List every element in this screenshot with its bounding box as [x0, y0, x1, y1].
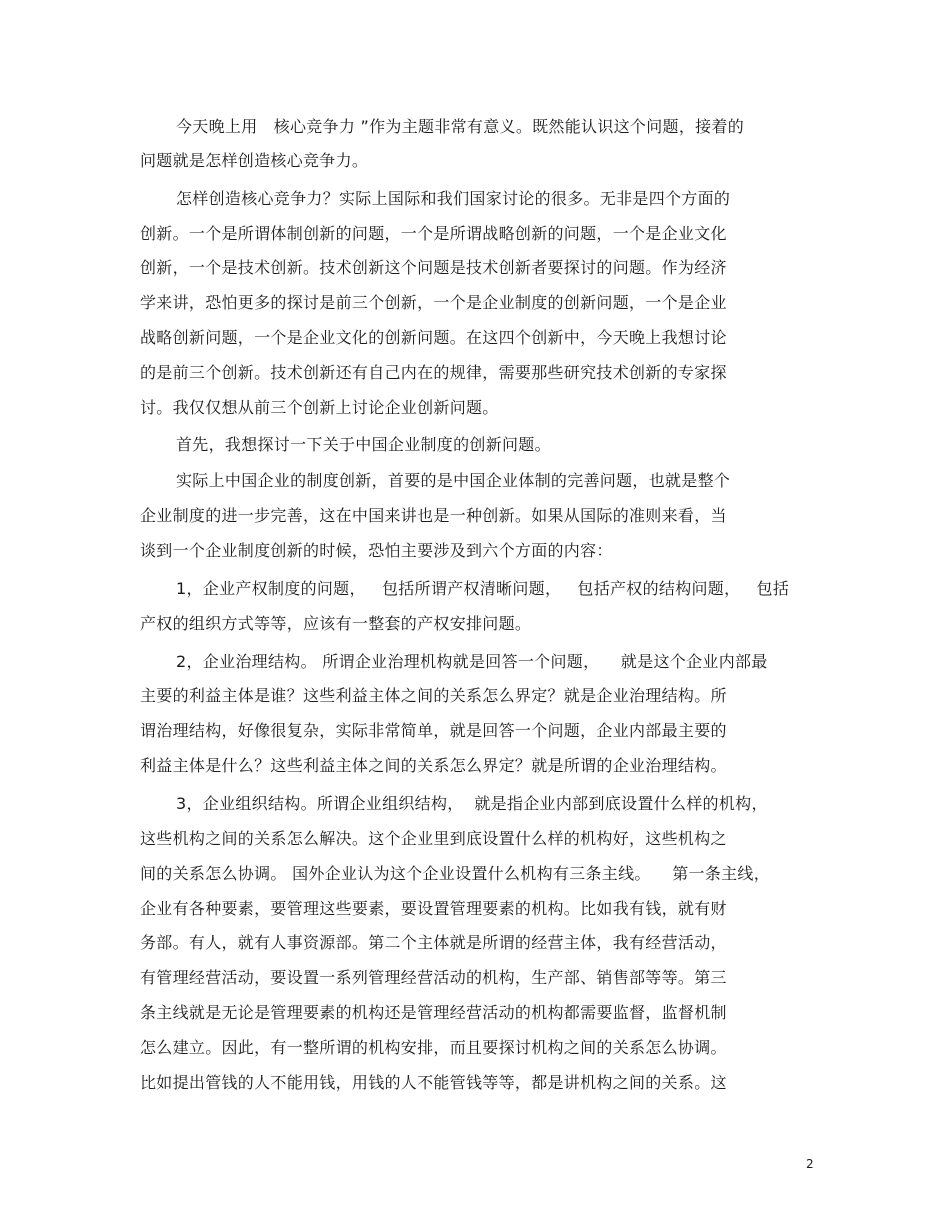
text-line: 企业有各种要素，要管理这些要素，要设置管理要素的机构。比如我有钱，就有财 — [140, 899, 727, 918]
text-line: 2，企业治理结构。 所谓企业治理机构就是回答一个问题， 就是这个企业内部最 — [176, 652, 768, 671]
text-line: 讨。我仅仅想从前三个创新上讨论企业创新问题。 — [140, 398, 499, 417]
text-line: 的是前三个创新。技术创新还有自己内在的规律，需要那些研究技术创新的专家探 — [140, 363, 727, 382]
text-line: 产权的组织方式等等，应该有一整套的产权安排问题。 — [140, 614, 532, 633]
text-line: 3，企业组织结构。所谓企业组织结构， 就是指企业内部到底设置什么样的机构， — [176, 794, 768, 813]
text-line: 谈到一个企业制度创新的时候，恐怕主要涉及到六个方面的内容： — [140, 541, 613, 560]
text-line: 主要的利益主体是谁？这些利益主体之间的关系怎么界定？就是企业治理结构。所 — [140, 686, 727, 705]
text-line: 1，企业产权制度的问题， 包括所谓产权清晰问题， 包括产权的结构问题， 包括 — [176, 579, 790, 598]
text-line: 谓治理结构，好像很复杂，实际非常简单，就是回答一个问题，企业内部最主要的 — [140, 721, 727, 740]
text-line: 创新。一个是所谓体制创新的问题，一个是所谓战略创新的问题，一个是企业文化 — [140, 224, 727, 243]
text-line: 利益主体是什么？这些利益主体之间的关系怎么界定？就是所谓的企业治理结构。 — [140, 756, 727, 775]
text-line: 比如提出管钱的人不能用钱，用钱的人不能管钱等等，都是讲机构之间的关系。这 — [140, 1073, 727, 1092]
text-line: 今天晚上用 核心竞争力 ”作为主题非常有意义。既然能认识这个问题，接着的 — [176, 117, 745, 136]
text-line: 务部。有人，就有人事资源部。第二个主体就是所谓的经营主体，我有经营活动， — [140, 933, 727, 952]
text-line: 有管理经营活动，要设置一系列管理经营活动的机构，生产部、销售部等等。第三 — [140, 968, 727, 987]
text-line: 问题就是怎样创造核心竞争力。 — [140, 151, 369, 170]
text-line: 首先，我想探讨一下关于中国企业制度的创新问题。 — [176, 435, 551, 454]
text-line: 怎样创造核心竞争力？实际上国际和我们国家讨论的很多。无非是四个方面的 — [176, 189, 731, 208]
text-line: 学来讲，恐怕更多的探讨是前三个创新，一个是企业制度的创新问题，一个是企业 — [140, 293, 727, 312]
text-line: 战略创新问题，一个是企业文化的创新问题。在这四个创新中，今天晚上我想讨论 — [140, 328, 727, 347]
text-line: 间的关系怎么协调。 国外企业认为这个企业设置什么机构有三条主线。 第一条主线， — [140, 864, 771, 883]
page-number: 2 — [806, 1157, 814, 1171]
text-line: 创新，一个是技术创新。技术创新这个问题是技术创新者要探讨的问题。作为经济 — [140, 258, 727, 277]
text-line: 怎么建立。因此，有一整所谓的机构安排，而且要探讨机构之间的关系怎么协调。 — [140, 1038, 727, 1057]
text-line: 这些机构之间的关系怎么解决。这个企业里到底设置什么样的机构好，这些机构之 — [140, 829, 727, 848]
text-line: 实际上中国企业的制度创新，首要的是中国企业体制的完善问题，也就是整个 — [176, 471, 731, 490]
text-line: 企业制度的进一步完善，这在中国来讲也是一种创新。如果从国际的准则来看，当 — [140, 506, 727, 525]
text-line: 条主线就是无论是管理要素的机构还是管理经营活动的机构都需要监督，监督机制 — [140, 1003, 727, 1022]
